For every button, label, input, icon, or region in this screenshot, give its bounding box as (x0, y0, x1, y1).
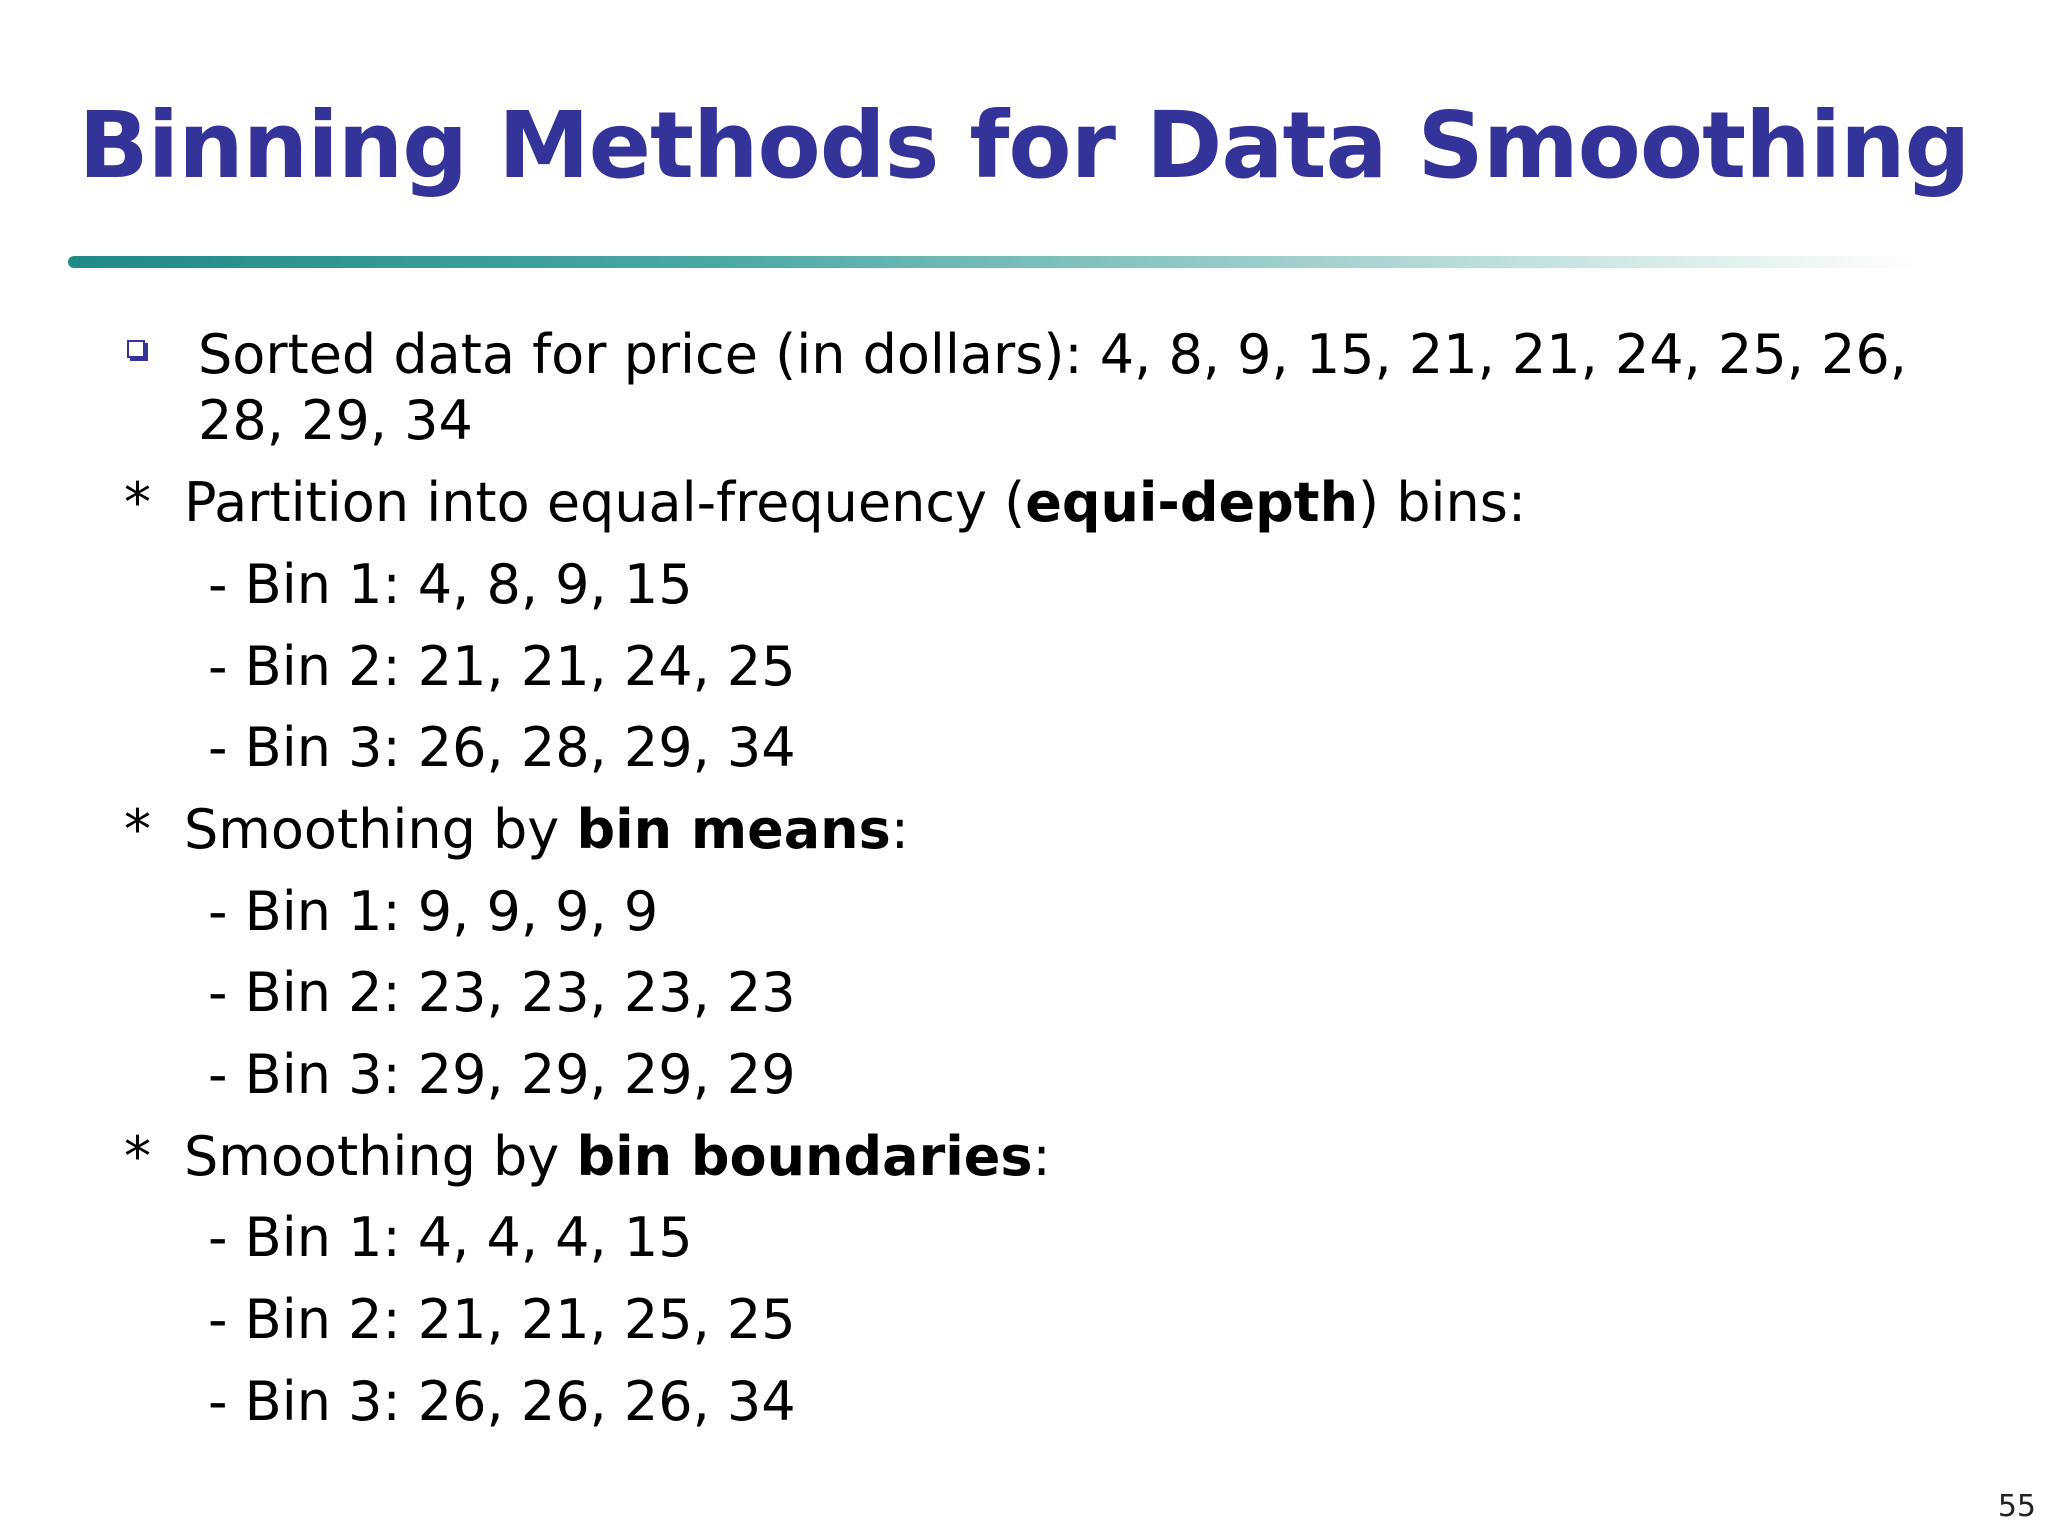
section-marker: * (124, 798, 151, 861)
section-marker: * (124, 471, 151, 534)
bin-line: - Bin 3: 26, 26, 26, 34 (208, 1370, 796, 1433)
bin-line: - Bin 3: 29, 29, 29, 29 (208, 1043, 796, 1106)
sorted-data-text: Sorted data for price (in dollars): 4, 8, 9, 15, 21, 21, 24, 25, 26, 28, 29, 34 (198, 323, 1907, 452)
square-bullet-icon (127, 340, 145, 358)
section-marker: * (124, 1125, 151, 1188)
bin-line: - Bin 2: 21, 21, 25, 25 (208, 1288, 796, 1351)
section-heading-suffix: : (890, 798, 909, 861)
bin-line: - Bin 3: 26, 28, 29, 34 (208, 716, 796, 779)
section-heading-suffix: : (1032, 1125, 1051, 1188)
bin-line: - Bin 2: 23, 23, 23, 23 (208, 961, 796, 1024)
bin-line: - Bin 1: 4, 4, 4, 15 (208, 1206, 693, 1269)
section-heading-equi-depth (184, 470, 1526, 536)
bin-line: - Bin 2: 21, 21, 24, 25 (208, 635, 796, 698)
section-heading-bin-means (184, 797, 909, 863)
section-heading-suffix: ) bins: (1358, 471, 1527, 534)
section-heading-bold: bin means (576, 798, 891, 861)
bin-line: - Bin 1: 4, 8, 9, 15 (208, 553, 693, 616)
section-heading-bold: equi-depth (1025, 471, 1359, 534)
bin-line: - Bin 1: 9, 9, 9, 9 (208, 880, 659, 943)
page-number: 55 (1997, 1489, 2036, 1524)
section-heading-prefix: Smoothing by (184, 798, 577, 861)
section-heading-bin-boundaries (184, 1124, 1051, 1190)
section-heading-bold: bin boundaries (576, 1125, 1033, 1188)
section-heading-prefix: Smoothing by (184, 1125, 577, 1188)
section-heading-prefix: Partition into equal-frequency ( (184, 471, 1026, 534)
slide-title: Binning Methods for Data Smoothing (78, 92, 1970, 199)
